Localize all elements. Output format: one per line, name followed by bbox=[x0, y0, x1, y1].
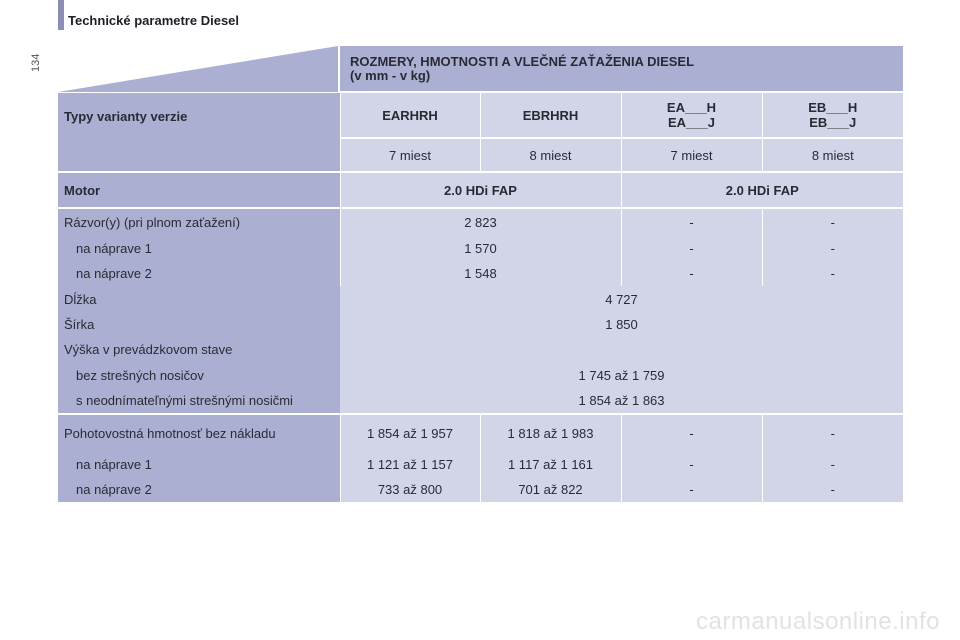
variant-name-alt: EA___J bbox=[668, 115, 715, 130]
height-removable-label: s neodnímateľnými strešnými nosičmi bbox=[58, 388, 340, 414]
variants-label: Typy varianty verzie bbox=[58, 92, 340, 172]
table-title-row bbox=[58, 46, 903, 92]
kerb-weight-value: - bbox=[621, 414, 762, 452]
variant-name: EARHRH bbox=[382, 107, 438, 123]
kerb-axle1-value: - bbox=[762, 452, 903, 477]
axle2-dash: - bbox=[621, 260, 762, 286]
kerb-axle1-value: - bbox=[621, 452, 762, 477]
axle2-dash: - bbox=[762, 260, 903, 286]
variant-cell bbox=[480, 92, 621, 138]
variant-name: EA___H bbox=[666, 100, 717, 115]
height-removable-row bbox=[58, 388, 903, 414]
height-no-racks-label: bez strešných nosičov bbox=[58, 362, 340, 388]
kerb-weight-value: 1 854 až 1 957 bbox=[340, 414, 480, 452]
title-corner bbox=[58, 46, 340, 92]
height-row bbox=[58, 337, 903, 362]
axle1-dash: - bbox=[762, 236, 903, 260]
wheelbase-label: Rázvor(y) (pri plnom zaťažení) bbox=[58, 208, 340, 236]
wheelbase-row bbox=[58, 208, 903, 236]
dimensions-table bbox=[58, 46, 903, 502]
width-label: Šírka bbox=[58, 312, 340, 337]
axle1-label: na náprave 1 bbox=[58, 236, 340, 260]
width-value: 1 850 bbox=[340, 312, 903, 337]
width-row bbox=[58, 312, 903, 337]
kerb-axle1-value: 1 117 až 1 161 bbox=[480, 452, 621, 477]
variant-cell bbox=[621, 92, 762, 138]
header-accent-bar bbox=[58, 0, 64, 30]
kerb-axle2-label: na náprave 2 bbox=[58, 477, 340, 502]
axle1-value: 1 570 bbox=[340, 236, 621, 260]
length-value: 4 727 bbox=[340, 286, 903, 312]
axle1-row bbox=[58, 236, 903, 260]
length-row bbox=[58, 286, 903, 312]
table-title-line1: ROZMERY, HMOTNOSTI A VLEČNÉ ZAŤAŽENIA DIESEL bbox=[350, 53, 695, 69]
wheelbase-value: 2 823 bbox=[340, 208, 621, 236]
seats-value: 8 miest bbox=[480, 138, 621, 172]
axle2-label: na náprave 2 bbox=[58, 260, 340, 286]
watermark: carmanualsonline.info bbox=[696, 608, 940, 635]
wheelbase-dash: - bbox=[762, 208, 903, 236]
table-title-line2: (v mm - v kg) bbox=[350, 67, 431, 83]
kerb-axle2-value: - bbox=[621, 477, 762, 502]
motor-value: 2.0 HDi FAP bbox=[621, 172, 903, 208]
seats-value: 7 miest bbox=[621, 138, 762, 172]
kerb-axle1-label: na náprave 1 bbox=[58, 452, 340, 477]
height-no-racks-value: 1 745 až 1 759 bbox=[340, 362, 903, 388]
kerb-weight-label: Pohotovostná hmotnosť bez nákladu bbox=[58, 414, 340, 452]
motor-row bbox=[58, 172, 903, 208]
kerb-axle2-value: 701 až 822 bbox=[480, 477, 621, 502]
seats-value: 8 miest bbox=[762, 138, 903, 172]
variant-name: EBRHRH bbox=[522, 107, 579, 123]
motor-label: Motor bbox=[58, 172, 340, 208]
kerb-weight-value: - bbox=[762, 414, 903, 452]
axle2-value: 1 548 bbox=[340, 260, 621, 286]
kerb-weight-value: 1 818 až 1 983 bbox=[480, 414, 621, 452]
kerb-axle2-value: - bbox=[762, 477, 903, 502]
height-empty bbox=[340, 337, 903, 362]
kerb-axle1-value: 1 121 až 1 157 bbox=[340, 452, 480, 477]
axle2-row bbox=[58, 260, 903, 286]
height-label: Výška v prevádzkovom stave bbox=[58, 337, 340, 362]
height-removable-value: 1 854 až 1 863 bbox=[340, 388, 903, 414]
page-number: 134 bbox=[30, 53, 42, 72]
variant-cell bbox=[340, 92, 480, 138]
length-label: Dĺžka bbox=[58, 286, 340, 312]
page-header-title: Technické parametre Diesel bbox=[68, 13, 240, 28]
variants-row bbox=[58, 92, 903, 138]
variant-name: EB___H bbox=[808, 100, 858, 115]
seats-value: 7 miest bbox=[340, 138, 480, 172]
height-no-racks-row bbox=[58, 362, 903, 388]
variant-name-alt: EB___J bbox=[809, 115, 857, 130]
axle1-dash: - bbox=[621, 236, 762, 260]
kerb-axle2-row bbox=[58, 477, 903, 502]
table-title bbox=[340, 46, 903, 92]
wheelbase-dash: - bbox=[621, 208, 762, 236]
motor-value: 2.0 HDi FAP bbox=[340, 172, 621, 208]
variant-cell bbox=[762, 92, 903, 138]
kerb-axle2-value: 733 až 800 bbox=[340, 477, 480, 502]
kerb-weight-row bbox=[58, 414, 903, 452]
kerb-axle1-row bbox=[58, 452, 903, 477]
